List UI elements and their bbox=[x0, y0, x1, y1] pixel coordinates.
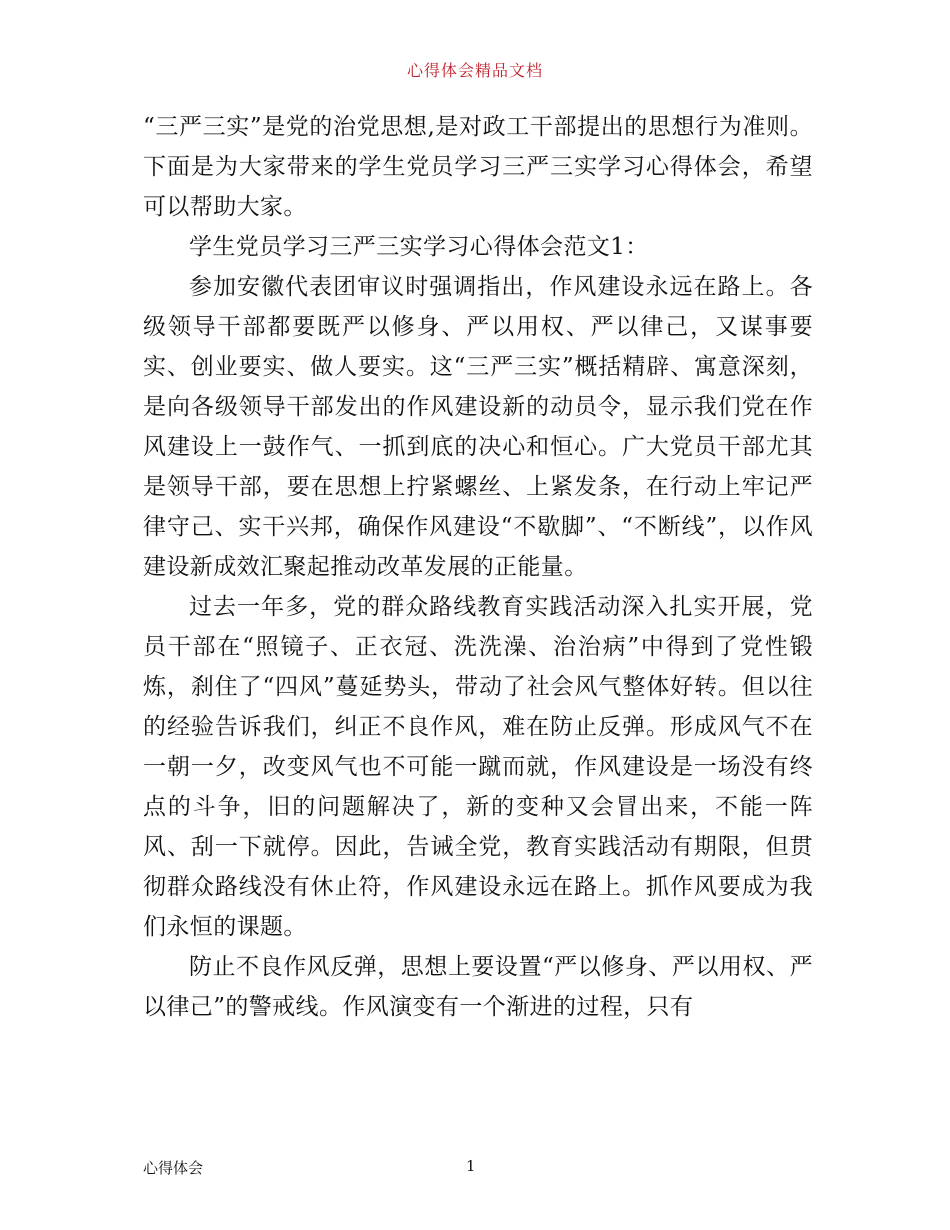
paragraph: 过去一年多，党的群众路线教育实践活动深入扎实开展，党员干部在“照镜子、正衣冠、洗洗澡、治治病”中得到了党性锻炼，刹住了“四风”蔓延势头，带动了社会风气整体好转。但以往的经验告诉我们，纠正不良作风，难在防止反弹。形成风气不在一朝一夕，改变风气也不可能一蹴而就，作风建设是一场没有终点的斗争，旧的问题解决了，新的变种又会冒出来，不能一阵风、刮一下就停。因此，告诫全党，教育实践活动有期限，但贯彻群众路线没有休止符，作风建设永远在路上。抓作风要成为我们永恒的课题。 bbox=[143, 594, 813, 940]
paragraph: 防止不良作风反弹，思想上要设置“严以修身、严以用权、严以律己”的警戒线。作风演变有一个渐进的过程，只有 bbox=[143, 954, 813, 1020]
page-number: 1 bbox=[466, 1157, 476, 1175]
page-header-title: 心得体会精品文档 bbox=[406, 61, 543, 80]
footer-label: 心得体会 bbox=[143, 1159, 204, 1177]
document-body bbox=[143, 107, 813, 1027]
paragraph-intro: “三严三实”是党的治党思想,是对政工干部提出的思想行为准则。下面是为大家带来的学生党员学习三严三实学习心得体会，希望可以帮助大家。 bbox=[143, 114, 813, 220]
paragraph: 参加安徽代表团审议时强调指出，作风建设永远在路上。各级领导干部都要既严以修身、严以用权、严以律己，又谋事要实、创业要实、做人要实。这“三严三实”概括精辟、寓意深刻，是向各级领导干部发出的作风建设新的动员令，显示我们党在作风建设上一鼓作气、一抓到底的决心和恒心。广大党员干部尤其是领导干部，要在思想上拧紧螺丝、上紧发条，在行动上牢记严律守己、实干兴邦，确保作风建设“不歇脚”、“不断线”，以作风建设新成效汇聚起推动改革发展的正能量。 bbox=[143, 274, 813, 580]
section-heading: 学生党员学习三严三实学习心得体会范文1： bbox=[189, 234, 649, 260]
